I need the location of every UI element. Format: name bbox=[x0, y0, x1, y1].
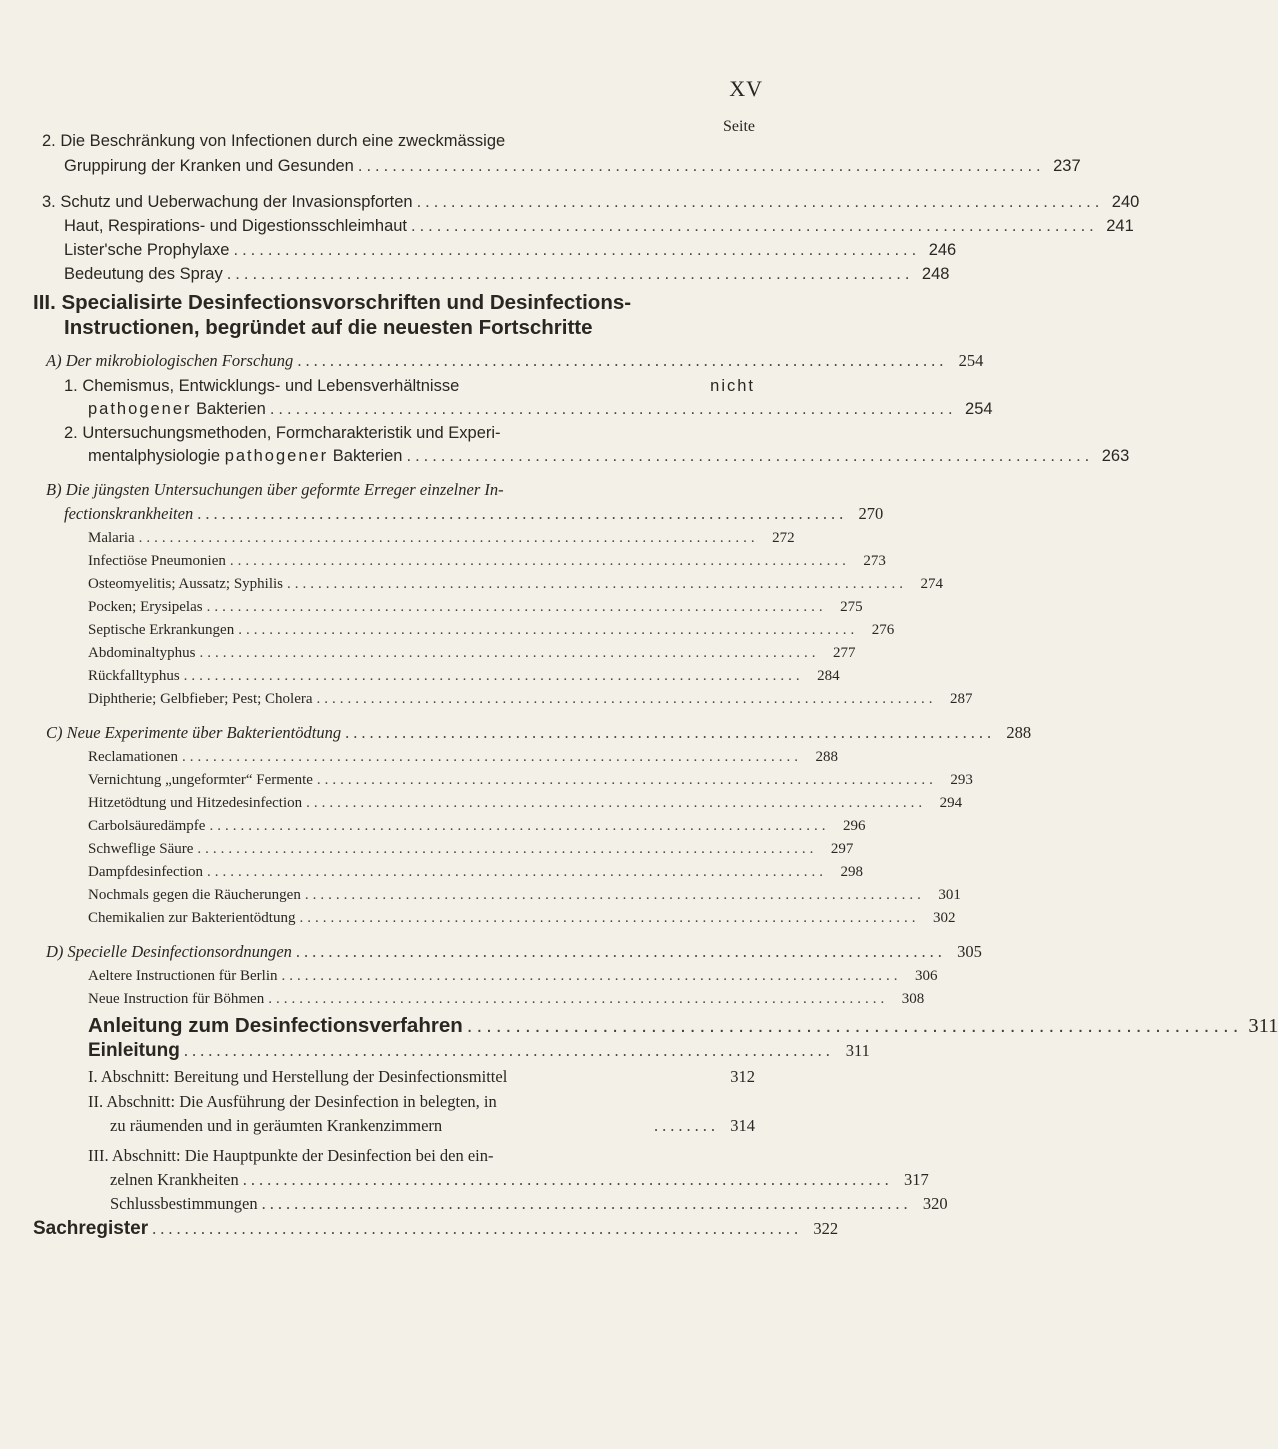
entry-label: Lister'sche Prophylaxe bbox=[64, 241, 230, 259]
entry-label: Infectiöse Pneumonien bbox=[88, 553, 226, 569]
entry-label: 1. Chemismus, Entwicklungs- und Lebensverhältnisse bbox=[64, 377, 460, 395]
entry-page: 284 bbox=[817, 668, 840, 684]
toc-entry-3-3: Bedeutung des Spray ................................................................................ 248 bbox=[64, 265, 950, 283]
entry-label: Nochmals gegen die Räucherungen bbox=[88, 887, 301, 903]
entry-page: 273 bbox=[863, 553, 886, 569]
entry-page: 296 bbox=[842, 818, 866, 834]
entry-label: Bakterien bbox=[332, 447, 403, 465]
entry-label: Sachregister bbox=[33, 1218, 149, 1239]
entry-label: Carbolsäuredämpfe bbox=[88, 818, 206, 834]
toc-entry-B8: Diphtherie; Gelbfieber; Pest; Cholera ................................................................................ 287 bbox=[88, 688, 755, 710]
entry-page: 237 bbox=[1053, 157, 1081, 175]
toc-entry-A1: pathogener Bakterien ................................................................................ 254 bbox=[88, 400, 993, 418]
toc-entry-A2: mentalphysiologie pathogener Bakterien ................................................................................ 263 bbox=[88, 447, 1130, 465]
toc-entry-A1-line1 bbox=[64, 375, 755, 397]
toc-entry-C7: Nochmals gegen die Räucherungen ................................................................................ 301 bbox=[88, 884, 755, 906]
entry-page: 287 bbox=[950, 691, 973, 707]
entry-label: zelnen Krankheiten bbox=[110, 1170, 239, 1189]
entry-page: 311 bbox=[1248, 1015, 1278, 1037]
entry-label: Pocken; Erysipelas bbox=[88, 599, 203, 615]
entry-label: Abdominaltyphus bbox=[88, 645, 196, 661]
entry-page: 241 bbox=[1106, 217, 1134, 235]
entry-page: 240 bbox=[1111, 193, 1140, 211]
entry-label: Malaria bbox=[88, 530, 135, 546]
entry-page: 274 bbox=[920, 576, 944, 592]
toc-entry-B4: Pocken; Erysipelas ................................................................................ 275 bbox=[88, 596, 755, 618]
entry-label-spaced: pathogener bbox=[88, 400, 192, 418]
entry-page: 246 bbox=[928, 241, 957, 259]
entry-label: Haut, Respirations- und Digestionsschleimhaut bbox=[64, 217, 408, 235]
entry-page: 254 bbox=[965, 400, 993, 418]
toc-entry-anleitung: Anleitung zum Desinfectionsverfahren ................................................................................ 311 bbox=[88, 1014, 1278, 1037]
toc-entry-C5: Schweflige Säure ................................................................................ 297 bbox=[88, 838, 755, 860]
entry-label: C) Neue Experimente über Bakterientödtung bbox=[46, 723, 342, 742]
entry-label: Septische Erkrankungen bbox=[88, 622, 235, 638]
toc-entry-3-1: Haut, Respirations- und Digestionsschleimhaut ................................................................................ 241 bbox=[64, 217, 1134, 235]
entry-page: 302 bbox=[932, 910, 956, 926]
toc-entry-abschnitt-3: zelnen Krankheiten ................................................................................ 317 bbox=[110, 1170, 929, 1189]
entry-label: zu räumenden und in geräumten Krankenzimmern bbox=[110, 1116, 443, 1135]
entry-label: mentalphysiologie bbox=[88, 447, 221, 465]
entry-label: Bedeutung des Spray bbox=[64, 265, 223, 283]
entry-label: Gruppirung der Kranken und Gesunden bbox=[64, 157, 354, 175]
toc-entry-B5: Septische Erkrankungen ................................................................................ 276 bbox=[88, 619, 755, 641]
entry-page: 270 bbox=[858, 504, 884, 523]
entry-page: 294 bbox=[939, 795, 963, 811]
toc-entry-C6: Dampfdesinfection ................................................................................ 298 bbox=[88, 861, 755, 883]
entry-label: Schlussbestimmungen bbox=[110, 1194, 258, 1213]
toc-entry-B: fectionskrankheiten ................................................................................ 270 bbox=[64, 504, 884, 523]
entry-page: 298 bbox=[840, 864, 863, 880]
entry-label: Vernichtung „ungeformter“ Fermente bbox=[88, 772, 313, 788]
toc-entry-abschnitt-2-line1: II. Abschnitt: Die Ausführung der Desinfection in belegten, in bbox=[88, 1092, 497, 1111]
entry-label-spaced: pathogener bbox=[224, 447, 329, 465]
entry-label: 3. Schutz und Ueberwachung der Invasionspforten bbox=[42, 193, 413, 211]
entry-page: 301 bbox=[938, 887, 961, 903]
entry-page: 275 bbox=[840, 599, 863, 615]
toc-entry-C3: Hitzetödtung und Hitzedesinfection ................................................................................ 294 bbox=[88, 792, 755, 814]
entry-page: 254 bbox=[958, 351, 984, 370]
toc-entry-C8: Chemikalien zur Bakterientödtung ................................................................................ 302 bbox=[88, 907, 755, 929]
toc-entry-abschnitt-2: zu räumenden und in geräumten Krankenzimmern ........ 314 bbox=[110, 1116, 755, 1135]
entry-label: A) Der mikrobiologischen Forschung bbox=[46, 351, 294, 370]
part-III-heading-line1: III. Specialisirte Desinfectionsvorschriften und Desinfections- bbox=[33, 291, 632, 314]
entry-label: I. Abschnitt: Bereitung und Herstellung der Desinfectionsmittel bbox=[88, 1067, 508, 1086]
column-label-seite: Seite bbox=[723, 118, 755, 135]
entry-page: 277 bbox=[833, 645, 856, 661]
entry-page: 312 bbox=[730, 1067, 755, 1086]
toc-entry-3: 3. Schutz und Ueberwachung der Invasionspforten ................................................................................ 240 bbox=[42, 193, 1140, 211]
entry-label: Schweflige Säure bbox=[88, 841, 194, 857]
entry-label: fectionskrankheiten bbox=[64, 504, 194, 523]
toc-entry-A2-line1: 2. Untersuchungsmethoden, Formcharakteristik und Experi- bbox=[64, 424, 501, 442]
entry-label: Osteomyelitis; Aussatz; Syphilis bbox=[88, 576, 284, 592]
toc-entry-2: Gruppirung der Kranken und Gesunden ................................................................................ 237 bbox=[64, 157, 1081, 175]
entry-page: 322 bbox=[813, 1219, 839, 1238]
entry-label-spaced: nicht bbox=[710, 377, 755, 395]
entry-label: Reclamationen bbox=[88, 749, 178, 765]
entry-page: 272 bbox=[772, 530, 795, 546]
entry-page: 305 bbox=[957, 942, 982, 961]
toc-entry-B2: Infectiöse Pneumonien ................................................................................ 273 bbox=[88, 550, 755, 572]
toc-entry-C2: Vernichtung „ungeformter“ Fermente ................................................................................ 293 bbox=[88, 769, 755, 791]
toc-entry-schluss: Schlussbestimmungen ................................................................................ 320 bbox=[110, 1194, 948, 1213]
toc-entry-2-line1: 2. Die Beschränkung von Infectionen durch eine zweckmässige bbox=[42, 132, 506, 150]
toc-entry-B1: Malaria ................................................................................ 272 bbox=[88, 527, 755, 549]
toc-entry-C1: Reclamationen ................................................................................ 288 bbox=[88, 746, 755, 768]
toc-entry-B7: Rückfalltyphus ................................................................................ 284 bbox=[88, 665, 755, 687]
toc-entry-C4: Carbolsäuredämpfe ................................................................................ 296 bbox=[88, 815, 755, 837]
toc-entry-D2: Neue Instruction für Böhmen ................................................................................ 308 bbox=[88, 988, 755, 1010]
entry-label: D) Specielle Desinfectionsordnungen bbox=[46, 942, 292, 961]
toc-entry-D: D) Specielle Desinfectionsordnungen ................................................................................ 305 bbox=[46, 942, 982, 961]
entry-page: 308 bbox=[901, 991, 925, 1007]
toc-entry-abschnitt-3-line1: III. Abschnitt: Die Hauptpunkte der Desinfection bei den ein- bbox=[88, 1146, 494, 1165]
entry-label: Bakterien bbox=[196, 400, 266, 418]
toc-entry-B6: Abdominaltyphus ................................................................................ 277 bbox=[88, 642, 755, 664]
entry-page: 297 bbox=[830, 841, 854, 857]
part-III-heading-line2: Instructionen, begründet auf die neuesten Fortschritte bbox=[64, 316, 593, 339]
entry-label: Anleitung zum Desinfectionsverfahren bbox=[88, 1014, 463, 1037]
page-number: XV bbox=[729, 76, 763, 101]
toc-entry-A: A) Der mikrobiologischen Forschung ................................................................................ 254 bbox=[46, 351, 984, 370]
entry-page: 314 bbox=[730, 1116, 755, 1135]
entry-label: Dampfdesinfection bbox=[88, 864, 203, 880]
toc-entry-einleitung: Einleitung ................................................................................ 311 bbox=[88, 1040, 870, 1061]
toc-entry-3-2: Lister'sche Prophylaxe ................................................................................ 246 bbox=[64, 241, 957, 259]
toc-entry-abschnitt-1 bbox=[88, 1066, 755, 1088]
entry-page: 288 bbox=[815, 749, 838, 765]
entry-page: 263 bbox=[1101, 447, 1130, 465]
entry-label: Neue Instruction für Böhmen bbox=[88, 991, 265, 1007]
entry-page: 288 bbox=[1006, 723, 1032, 742]
toc-entry-C: C) Neue Experimente über Bakterientödtung ................................................................................ 288 bbox=[46, 723, 1032, 742]
entry-label: Rückfalltyphus bbox=[88, 668, 180, 684]
entry-page: 293 bbox=[950, 772, 973, 788]
entry-label: Diphtherie; Gelbfieber; Pest; Cholera bbox=[88, 691, 313, 707]
entry-page: 248 bbox=[921, 265, 950, 283]
toc-entry-sachregister: Sachregister ................................................................................ 322 bbox=[33, 1218, 839, 1239]
entry-page: 306 bbox=[915, 968, 938, 984]
entry-label: Chemikalien zur Bakterientödtung bbox=[88, 910, 296, 926]
entry-label: Hitzetödtung und Hitzedesinfection bbox=[88, 795, 303, 811]
entry-page: 311 bbox=[845, 1041, 870, 1060]
toc-entry-B-line1: B) Die jüngsten Untersuchungen über geformte Erreger einzelner In- bbox=[46, 480, 504, 499]
toc-entry-D1: Aeltere Instructionen für Berlin ................................................................................ 306 bbox=[88, 965, 755, 987]
toc-entry-B3: Osteomyelitis; Aussatz; Syphilis ................................................................................ 274 bbox=[88, 573, 755, 595]
entry-page: 276 bbox=[871, 622, 895, 638]
entry-page: 317 bbox=[903, 1170, 929, 1189]
entry-page: 320 bbox=[922, 1194, 948, 1213]
entry-label: Einleitung bbox=[88, 1040, 180, 1061]
entry-label: Aeltere Instructionen für Berlin bbox=[88, 968, 278, 984]
